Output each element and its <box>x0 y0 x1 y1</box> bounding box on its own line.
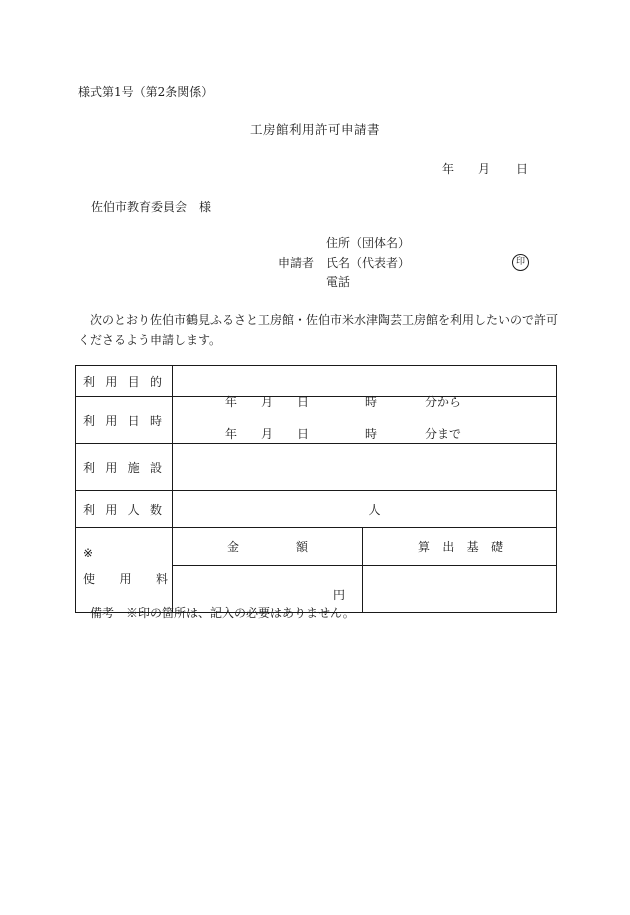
end-day-label: 日 <box>297 426 310 441</box>
facility-label-char: 施 <box>127 460 140 475</box>
people-label-char: 数 <box>149 502 162 517</box>
form-number: 様式第1号（第2条関係） <box>78 85 214 99</box>
applicant-name-label: 氏名（代表者） <box>326 256 411 270</box>
datetime-label-char: 時 <box>149 413 162 428</box>
facility-label-char: 設 <box>149 460 162 475</box>
request-statement-text: 次のとおり佐伯市鶴見ふるさと工房館・佐伯市米水津陶芸工房館を利用したいので許可くださるよう申請します。 <box>78 313 559 347</box>
fee-label-cell <box>76 528 173 613</box>
start-datetime-line <box>173 396 556 408</box>
fee-label-char: 用 <box>119 572 132 586</box>
datetime-label-char: 利 <box>83 413 96 428</box>
people-label-char: 利 <box>83 502 96 517</box>
start-hour-label: 時 <box>365 394 378 409</box>
people-label-cell <box>76 491 173 528</box>
people-input-cell[interactable] <box>173 491 557 528</box>
purpose-label-char: 目 <box>127 374 140 389</box>
request-statement <box>78 310 568 350</box>
amount-label-char: 額 <box>295 540 308 554</box>
facility-label-cell <box>76 444 173 491</box>
end-hour-label: 時 <box>365 426 378 441</box>
addressee: 佐伯市教育委員会 様 <box>91 200 212 214</box>
start-month-label: 月 <box>261 394 274 409</box>
purpose-label-char: 用 <box>105 374 118 389</box>
start-minute-label: 分から <box>425 394 462 409</box>
applicant-address-label: 住所（団体名） <box>326 236 411 250</box>
fee-label-char: 料 <box>155 572 168 586</box>
start-day-label: 日 <box>297 394 310 409</box>
facility-label-char: 用 <box>105 460 118 475</box>
date-year-label: 年 <box>442 162 455 176</box>
application-table <box>75 365 557 613</box>
end-minute-label: 分まで <box>425 426 462 441</box>
table-row <box>76 528 557 566</box>
purpose-label-char: 的 <box>149 374 162 389</box>
table-row <box>76 491 557 528</box>
amount-label-char: 金 <box>227 540 240 554</box>
basis-header-cell <box>363 528 557 566</box>
applicant-phone-label: 電話 <box>326 275 351 289</box>
datetime-input-cell[interactable] <box>173 394 557 444</box>
purpose-input-cell[interactable] <box>173 366 557 397</box>
amount-unit: 円 <box>332 588 345 602</box>
basis-input-cell[interactable] <box>363 566 557 613</box>
datetime-label-char: 日 <box>127 413 140 428</box>
fee-label-char: 使 <box>83 572 96 586</box>
facility-label-char: 利 <box>83 460 96 475</box>
footer-note: 備考 ※印の箇所は、記入の必要はありません。 <box>90 606 355 620</box>
people-label-char: 人 <box>127 502 140 517</box>
table-row <box>76 397 557 444</box>
datetime-label-cell <box>76 397 173 444</box>
date-day-label: 日 <box>516 162 529 176</box>
end-datetime-line <box>173 428 556 440</box>
applicant-label: 申請者 <box>278 256 315 270</box>
datetime-label-char: 用 <box>105 413 118 428</box>
date-month-label: 月 <box>478 162 491 176</box>
start-year-label: 年 <box>225 394 238 409</box>
seal-mark: 印 <box>512 254 529 271</box>
people-label-char: 用 <box>105 502 118 517</box>
document-title: 工房館利用許可申請書 <box>249 122 380 137</box>
purpose-label-cell <box>76 366 173 397</box>
fee-mark: ※ <box>83 546 94 560</box>
table-row <box>76 366 557 397</box>
amount-header-cell <box>173 528 363 566</box>
people-unit: 人 <box>368 502 381 517</box>
facility-input-cell[interactable] <box>173 444 557 491</box>
basis-label-char: 算 <box>418 540 431 554</box>
basis-label-char: 出 <box>442 540 455 554</box>
table-row <box>76 444 557 491</box>
end-year-label: 年 <box>225 426 238 441</box>
basis-label-char: 礎 <box>490 540 503 554</box>
application-date <box>442 163 528 175</box>
basis-label-char: 基 <box>466 540 479 554</box>
end-month-label: 月 <box>261 426 274 441</box>
purpose-label-char: 利 <box>83 374 96 389</box>
